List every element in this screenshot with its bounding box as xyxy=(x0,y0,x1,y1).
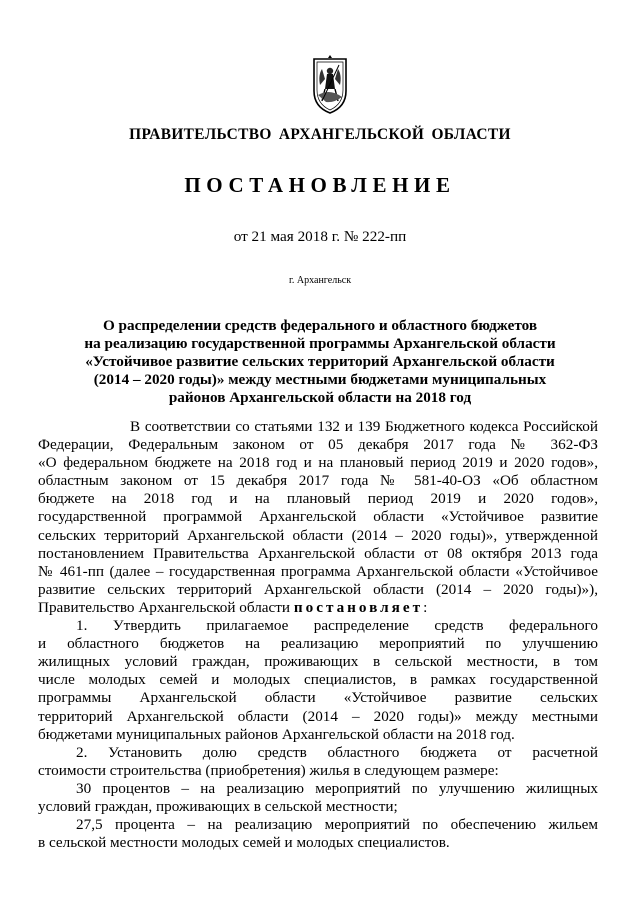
body-line: бюджетами муниципальных районов Архангельской области на 2018 год. xyxy=(38,725,515,743)
rate-1-paragraph xyxy=(38,779,598,816)
document-date-number: от 21 мая 2018 г. № 222-пп xyxy=(233,228,407,245)
item-1-paragraph xyxy=(38,617,598,744)
title-line: районов Архангельской области на 2018 год xyxy=(168,389,472,406)
body-line: 30 процентов – на реализацию мероприятий по улучшению жилищных xyxy=(76,779,598,797)
body-line: областным законом от 15 декабря 2017 года № 581-40-ОЗ «Об областном xyxy=(38,472,598,490)
body-line: стоимости строительства (приобретения) жилья в следующем размере: xyxy=(38,761,499,779)
title-line: «Устойчивое развитие сельских территорий Архангельской области xyxy=(85,353,555,370)
document-type: ПОСТАНОВЛЕНИЕ xyxy=(184,173,456,197)
body-line: в сельской местности молодых семей и молодых специалистов. xyxy=(38,834,450,852)
decree-prefix: Правительство Архангельской области xyxy=(38,598,291,616)
preamble-paragraph xyxy=(38,418,598,617)
item-2-paragraph xyxy=(38,743,598,780)
body-line: В соответствии со статьями 132 и 139 Бюджетного кодекса Российской xyxy=(130,418,598,435)
body-line: Федерации, Федеральным законом от 05 декабря 2017 года № 362-ФЗ xyxy=(38,436,598,454)
body-line: постановлением Правительства Архангельской области от 08 октября 2013 года xyxy=(38,544,598,562)
government-name: ПРАВИТЕЛЬСТВО АРХАНГЕЛЬСКОЙ ОБЛАСТИ xyxy=(129,126,511,143)
decree-word: постановляет xyxy=(293,598,424,616)
title-line: на реализацию государственной программы Архангельской области xyxy=(84,335,556,352)
body-line: № 461-пп (далее – государственная программа Архангельской области «Устойчивое xyxy=(38,562,598,580)
body-line: и областного бюджетов на реализацию мероприятий по улучшению xyxy=(38,635,598,653)
document-body xyxy=(38,418,598,852)
body-line: территорий Архангельской области (2014 – 2020 годы)» между местными xyxy=(38,707,598,725)
document-city: г. Архангельск xyxy=(288,275,352,286)
decree-suffix: : xyxy=(423,598,428,616)
body-line: программы Архангельской области «Устойчивое развитие сельских xyxy=(38,689,598,707)
body-line: условий граждан, проживающих в сельской местности; xyxy=(38,797,398,815)
body-line: 2. Установить долю средств областного бюджета от расчетной xyxy=(76,743,598,761)
coat-of-arms-emblem xyxy=(308,55,352,115)
decree-line xyxy=(38,599,598,617)
body-line: бюджете на 2018 год и на плановый период 2019 и 2020 годов», xyxy=(38,490,598,508)
rate-2-paragraph xyxy=(38,816,598,852)
body-line: государственной программой Архангельской области «Устойчивое развитие xyxy=(38,508,598,526)
body-line: развитие сельских территорий Архангельской области (2014 – 2020 годы)»), xyxy=(38,580,598,598)
title-line: О распределении средств федерального и областного бюджетов xyxy=(102,317,538,334)
body-line: числе молодых семей и молодых специалистов, в рамках государственной xyxy=(38,671,598,689)
body-line: 1. Утвердить прилагаемое распределение средств федерального xyxy=(76,617,598,635)
body-line: сельских территорий Архангельской области (2014 – 2020 годы)», утвержденной xyxy=(38,526,598,544)
body-line: 27,5 процента – на реализацию мероприятий по обеспечению жильем xyxy=(76,816,598,834)
body-line: жилищных условий граждан, проживающих в сельской местности, в том xyxy=(38,653,598,671)
title-line: (2014 – 2020 годы)» между местными бюджетами муниципальных xyxy=(93,371,547,388)
body-line: «О федеральном бюджете на 2018 год и на плановый период 2019 и 2020 годов», xyxy=(38,454,598,472)
document-title xyxy=(40,317,600,407)
